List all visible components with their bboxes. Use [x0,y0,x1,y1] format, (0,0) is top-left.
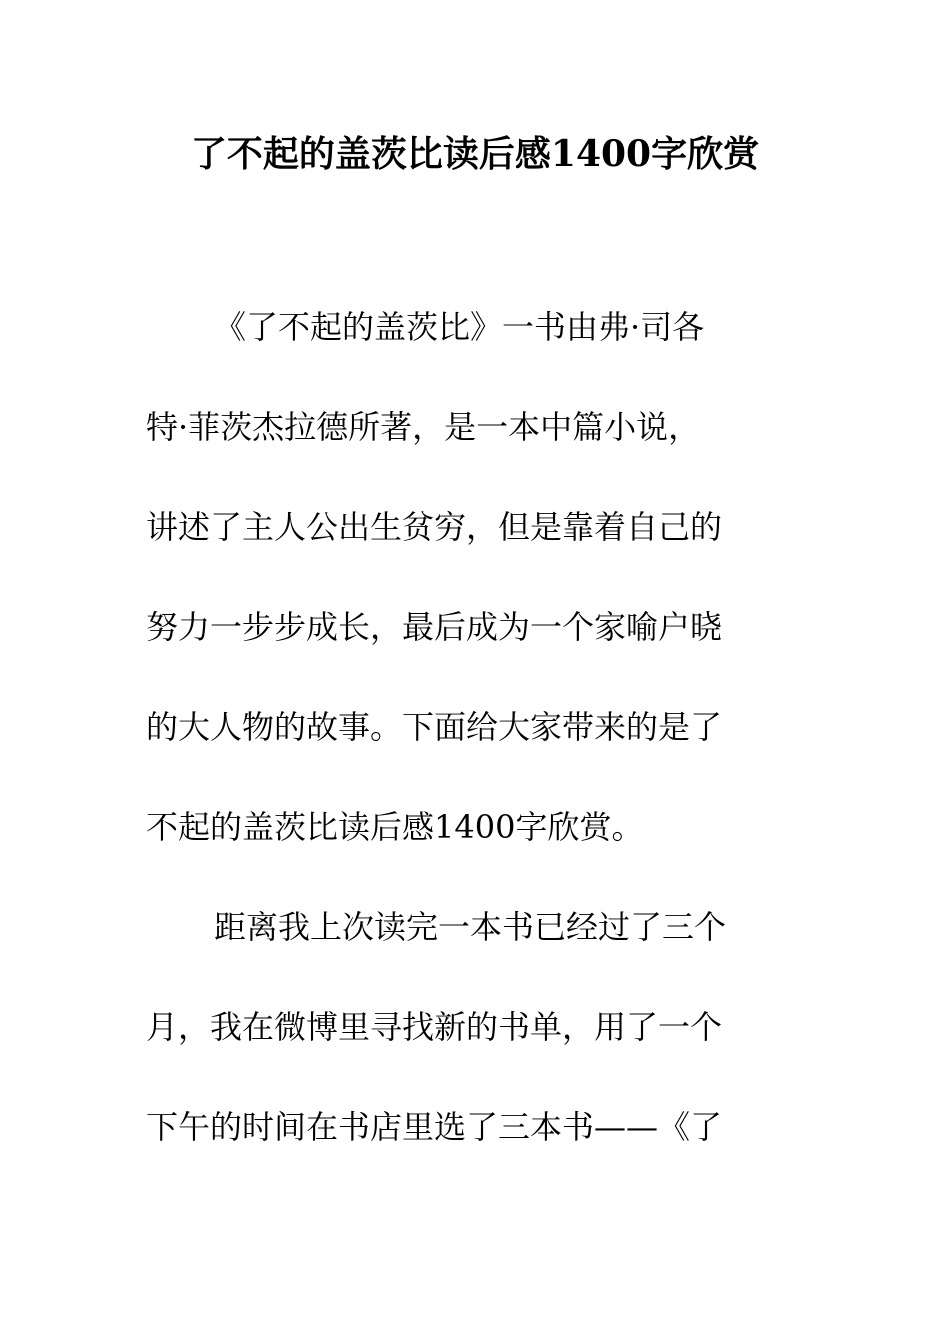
paragraph-1-line-5: 的大人物的故事。下面给大家带来的是了 [146,708,723,746]
paragraph-1-line-6: 不起的盖茨比读后感1400字欣赏。 [146,808,644,846]
paragraph-1-line-1: 《了不起的盖茨比》一书由弗·司各 [214,308,705,346]
document-title: 了不起的盖茨比读后感1400字欣赏 [190,133,760,175]
paragraph-2-line-1: 距离我上次读完一本书已经过了三个 [214,908,727,946]
paragraph-1-line-2: 特·菲茨杰拉德所著，是一本中篇小说， [146,408,701,446]
paragraph-2-line-3: 下午的时间在书店里选了三本书——《了 [146,1108,723,1146]
paragraph-1-line-3: 讲述了主人公出生贫穷，但是靠着自己的 [146,508,723,546]
paragraph-2-line-2: 月，我在微博里寻找新的书单，用了一个 [146,1008,723,1046]
paragraph-1-line-4: 努力一步步成长，最后成为一个家喻户晓 [146,608,723,646]
